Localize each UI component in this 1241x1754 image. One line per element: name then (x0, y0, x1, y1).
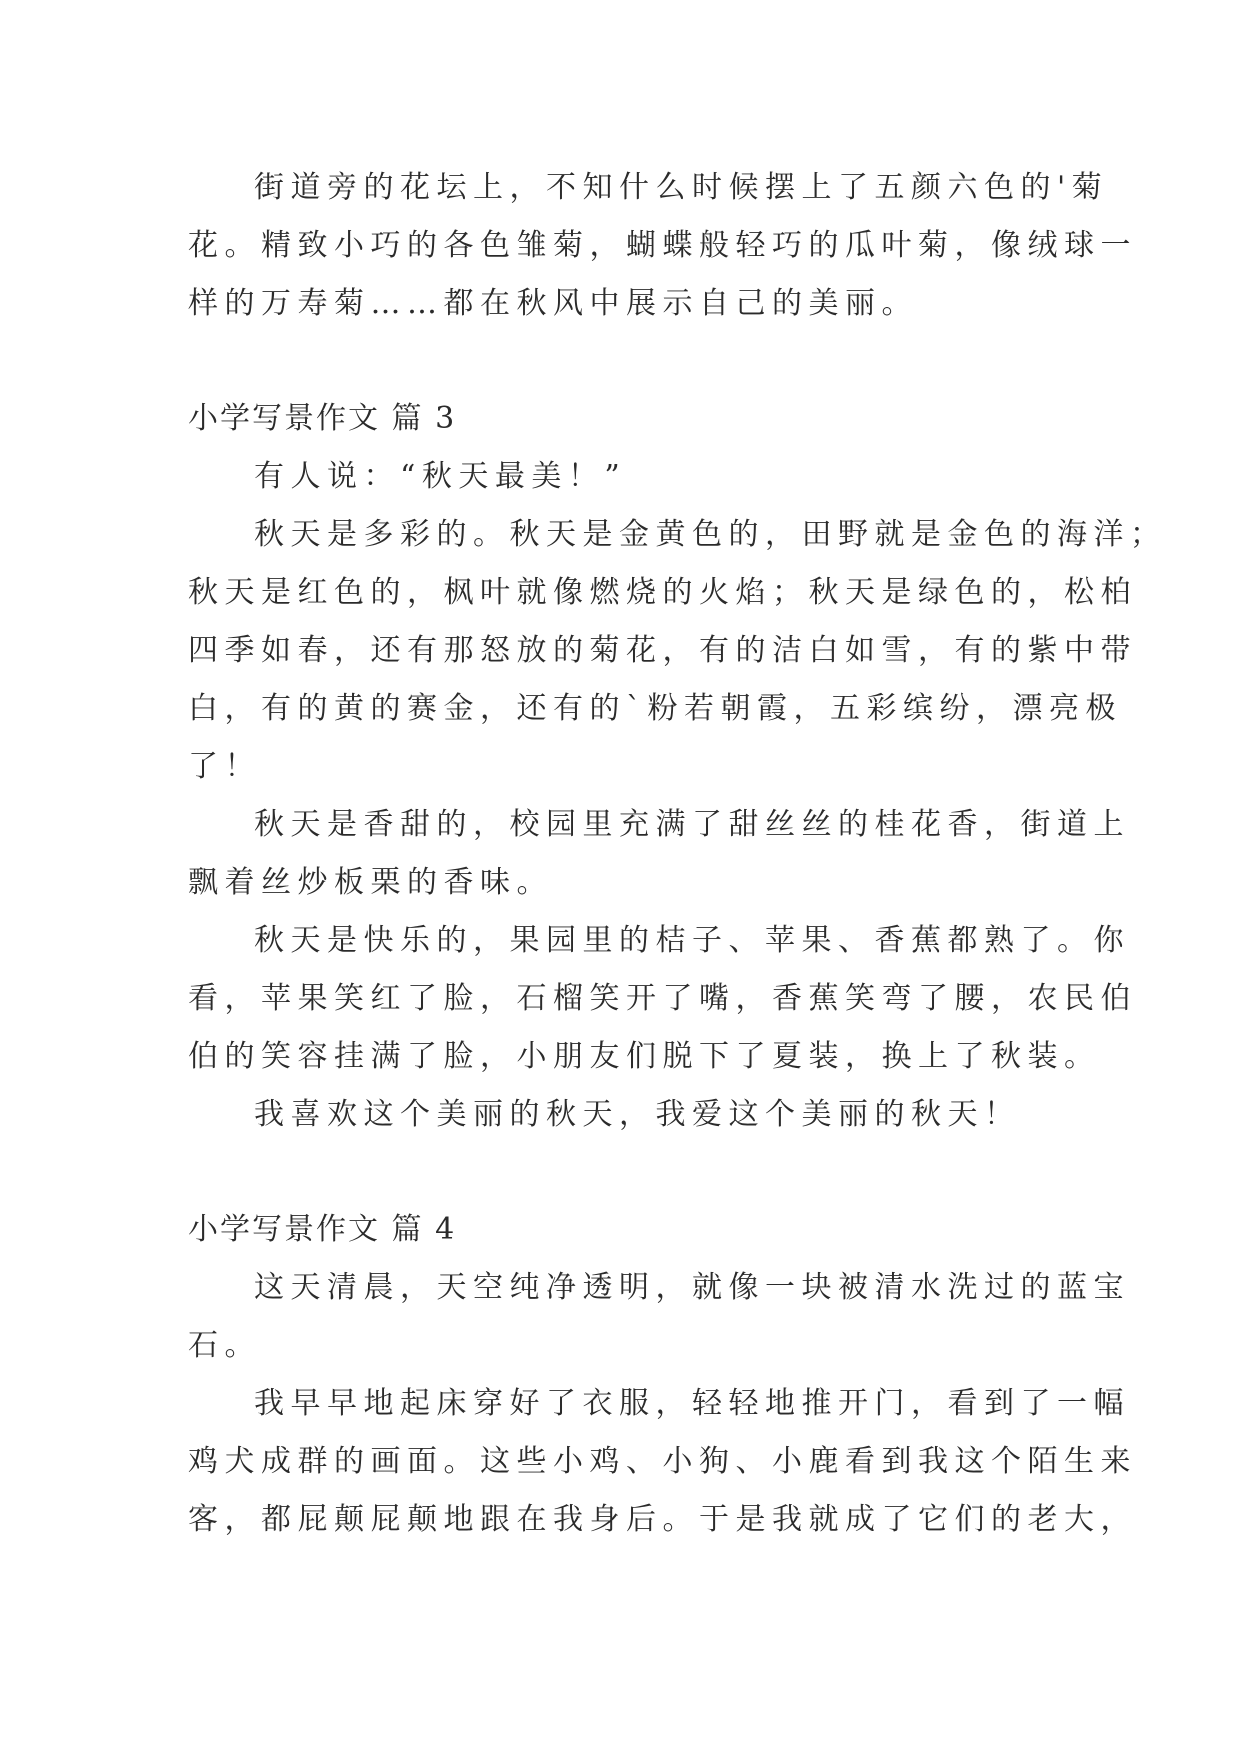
paragraph-line: 白，有的黄的赛金，还有的`粉若朝霞，五彩缤纷，漂亮极 (188, 691, 1122, 726)
paragraph-line: 飘着丝炒板栗的香味。 (188, 865, 553, 900)
paragraph-line: 有人说：“秋天最美！” (254, 459, 627, 494)
paragraph-line: 我喜欢这个美丽的秋天，我爱这个美丽的秋天！ (254, 1097, 1021, 1132)
paragraph-line: 这天清晨，天空纯净透明，就像一块被清水洗过的蓝宝 (254, 1270, 1130, 1305)
paragraph-line: 我早早地起床穿好了衣服，轻轻地推开门，看到了一幅 (254, 1386, 1130, 1421)
paragraph-line: 看，苹果笑红了脸，石榴笑开了嘴，香蕉笑弯了腰，农民伯 (188, 981, 1137, 1016)
section-heading: 小学写景作文 篇 3 (188, 401, 457, 436)
section-heading: 小学写景作文 篇 4 (188, 1212, 457, 1247)
paragraph-line: 客，都屁颠屁颠地跟在我身后。于是我就成了它们的老大， (188, 1502, 1137, 1537)
paragraph-line: 秋天是红色的，枫叶就像燃烧的火焰；秋天是绿色的，松柏 (188, 575, 1137, 610)
paragraph-line: 了！ (188, 749, 261, 784)
paragraph-line: 秋天是快乐的，果园里的桔子、苹果、香蕉都熟了。你 (254, 923, 1130, 958)
paragraph-line: 伯的笑容挂满了脸，小朋友们脱下了夏装，换上了秋装。 (188, 1039, 1101, 1074)
paragraph-line: 秋天是多彩的。秋天是金黄色的，田野就是金色的海洋； (254, 517, 1167, 552)
paragraph-line: 鸡犬成群的画面。这些小鸡、小狗、小鹿看到我这个陌生来 (188, 1444, 1137, 1479)
paragraph-line: 街道旁的花坛上，不知什么时候摆上了五颜六色的'菊 (254, 170, 1109, 205)
paragraph-line: 样的万寿菊……都在秋风中展示自己的美丽。 (188, 286, 918, 321)
paragraph-line: 石。 (188, 1328, 261, 1363)
paragraph-line: 花。精致小巧的各色雏菊，蝴蝶般轻巧的瓜叶菊，像绒球一 (188, 228, 1137, 263)
paragraph-line: 秋天是香甜的，校园里充满了甜丝丝的桂花香，街道上 (254, 807, 1130, 842)
paragraph-line: 四季如春，还有那怒放的菊花，有的洁白如雪，有的紫中带 (188, 633, 1137, 668)
